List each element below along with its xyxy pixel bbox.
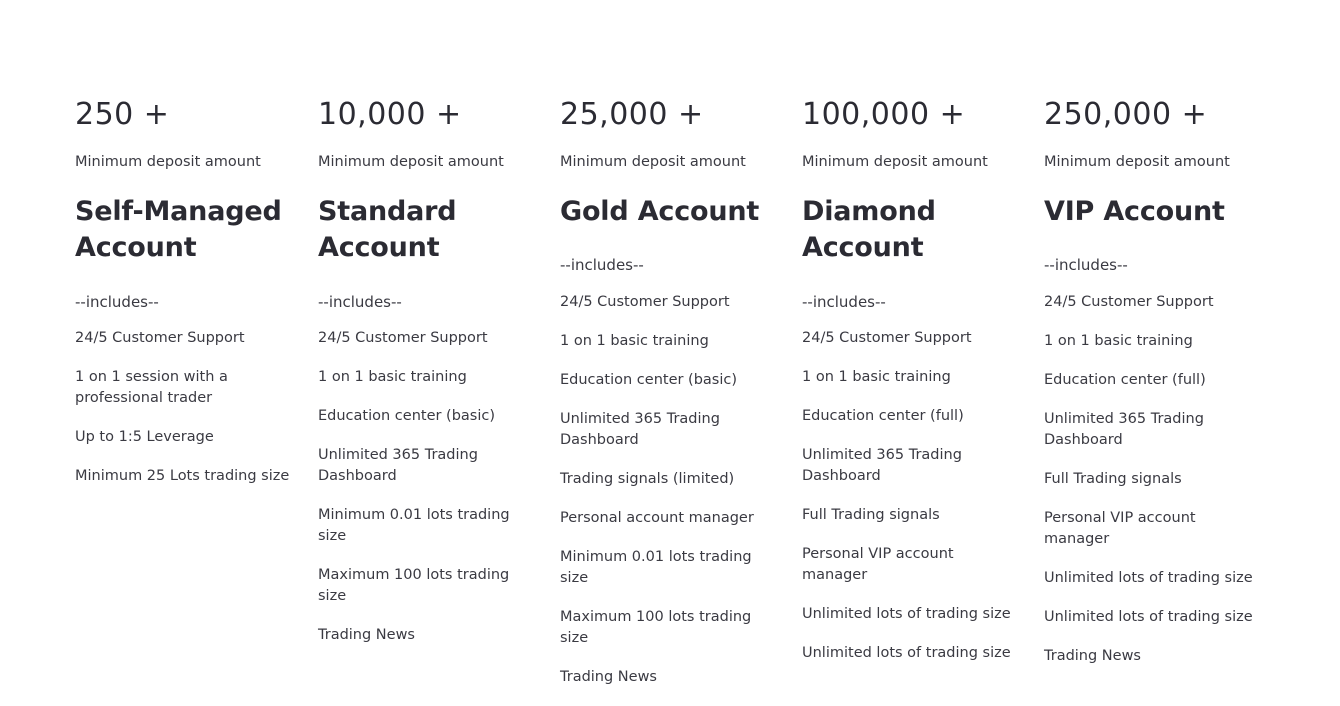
list-item: Maximum 100 lots trading size [318, 567, 510, 605]
list-item: Unlimited 365 Trading Dashboard [560, 410, 720, 448]
plan-includes-label: --includes-- [1044, 256, 1128, 275]
list-item: Unlimited lots of trading size [802, 645, 1011, 662]
plan-feature-list [560, 292, 802, 688]
list-item: Unlimited 365 Trading Dashboard [802, 447, 962, 485]
list-item: Unlimited lots of trading size [1044, 569, 1253, 586]
list-item: Trading News [318, 627, 415, 644]
plan-includes-label: --includes-- [802, 292, 886, 311]
plan-deposit-label: Minimum deposit amount [802, 154, 988, 170]
list-item: Minimum 0.01 lots trading size [560, 548, 752, 586]
list-item: Trading News [1044, 647, 1141, 664]
list-item: Maximum 100 lots trading size [560, 608, 752, 646]
list-item: 1 on 1 basic training [802, 369, 951, 386]
plan-includes-label: --includes-- [560, 256, 644, 275]
list-item: Personal VIP account manager [802, 546, 954, 584]
list-item: Unlimited 365 Trading Dashboard [318, 447, 478, 485]
list-item: 24/5 Customer Support [1044, 293, 1214, 310]
plan-column-standard [318, 98, 560, 664]
list-item: Trading News [560, 668, 657, 685]
plan-amount: 25,000 + [560, 97, 704, 132]
plan-feature-list [75, 328, 318, 487]
list-item: Education center (basic) [560, 371, 738, 388]
plan-deposit-label: Minimum deposit amount [1044, 154, 1230, 170]
list-item: 1 on 1 basic training [318, 369, 467, 386]
list-item: Minimum 0.01 lots trading size [318, 507, 510, 545]
list-item: 24/5 Customer Support [75, 330, 245, 347]
list-item: Personal account manager [560, 509, 754, 526]
plan-includes-label: --includes-- [75, 292, 159, 311]
list-item: Full Trading signals [802, 507, 940, 524]
list-item: Education center (basic) [318, 408, 496, 425]
plan-deposit-label: Minimum deposit amount [75, 154, 261, 170]
list-item: Unlimited lots of trading size [802, 606, 1011, 623]
list-item: Minimum 25 Lots trading size [75, 468, 290, 485]
plan-feature-list [802, 328, 1044, 664]
list-item: Trading signals (limited) [560, 470, 735, 487]
list-item: Education center (full) [802, 408, 964, 425]
list-item: 24/5 Customer Support [802, 330, 972, 347]
list-item: 1 on 1 basic training [1044, 332, 1193, 349]
list-item: Education center (full) [1044, 371, 1206, 388]
plan-deposit-label: Minimum deposit amount [560, 154, 746, 170]
plan-amount: 100,000 + [802, 97, 966, 132]
list-item: 1 on 1 basic training [560, 332, 709, 349]
list-item: Unlimited lots of trading size [1044, 608, 1253, 625]
plan-feature-list [1044, 292, 1286, 667]
list-item: Full Trading signals [1044, 470, 1182, 487]
plan-amount: 250,000 + [1044, 97, 1208, 132]
list-item: 24/5 Customer Support [318, 330, 488, 347]
list-item: 24/5 Customer Support [560, 293, 730, 310]
list-item: Unlimited 365 Trading Dashboard [1044, 410, 1204, 448]
plan-title: Diamond Account [802, 195, 936, 264]
plan-title: Gold Account [560, 195, 760, 227]
plan-feature-list [318, 328, 560, 646]
plan-column-gold [560, 98, 802, 706]
plan-deposit-label: Minimum deposit amount [318, 154, 504, 170]
plan-column-diamond [802, 98, 1044, 682]
plan-title: VIP Account [1044, 195, 1225, 227]
plan-title: Standard Account [318, 195, 457, 264]
list-item: 1 on 1 session with a professional trader [75, 369, 228, 407]
plan-amount: 250 + [75, 97, 170, 132]
plan-column-self-managed [0, 98, 318, 505]
plan-column-vip [1044, 98, 1286, 685]
plan-amount: 10,000 + [318, 97, 462, 132]
plan-includes-label: --includes-- [318, 292, 402, 311]
list-item: Personal VIP account manager [1044, 509, 1196, 547]
plan-title: Self-Managed Account [75, 195, 282, 264]
list-item: Up to 1:5 Leverage [75, 429, 214, 446]
